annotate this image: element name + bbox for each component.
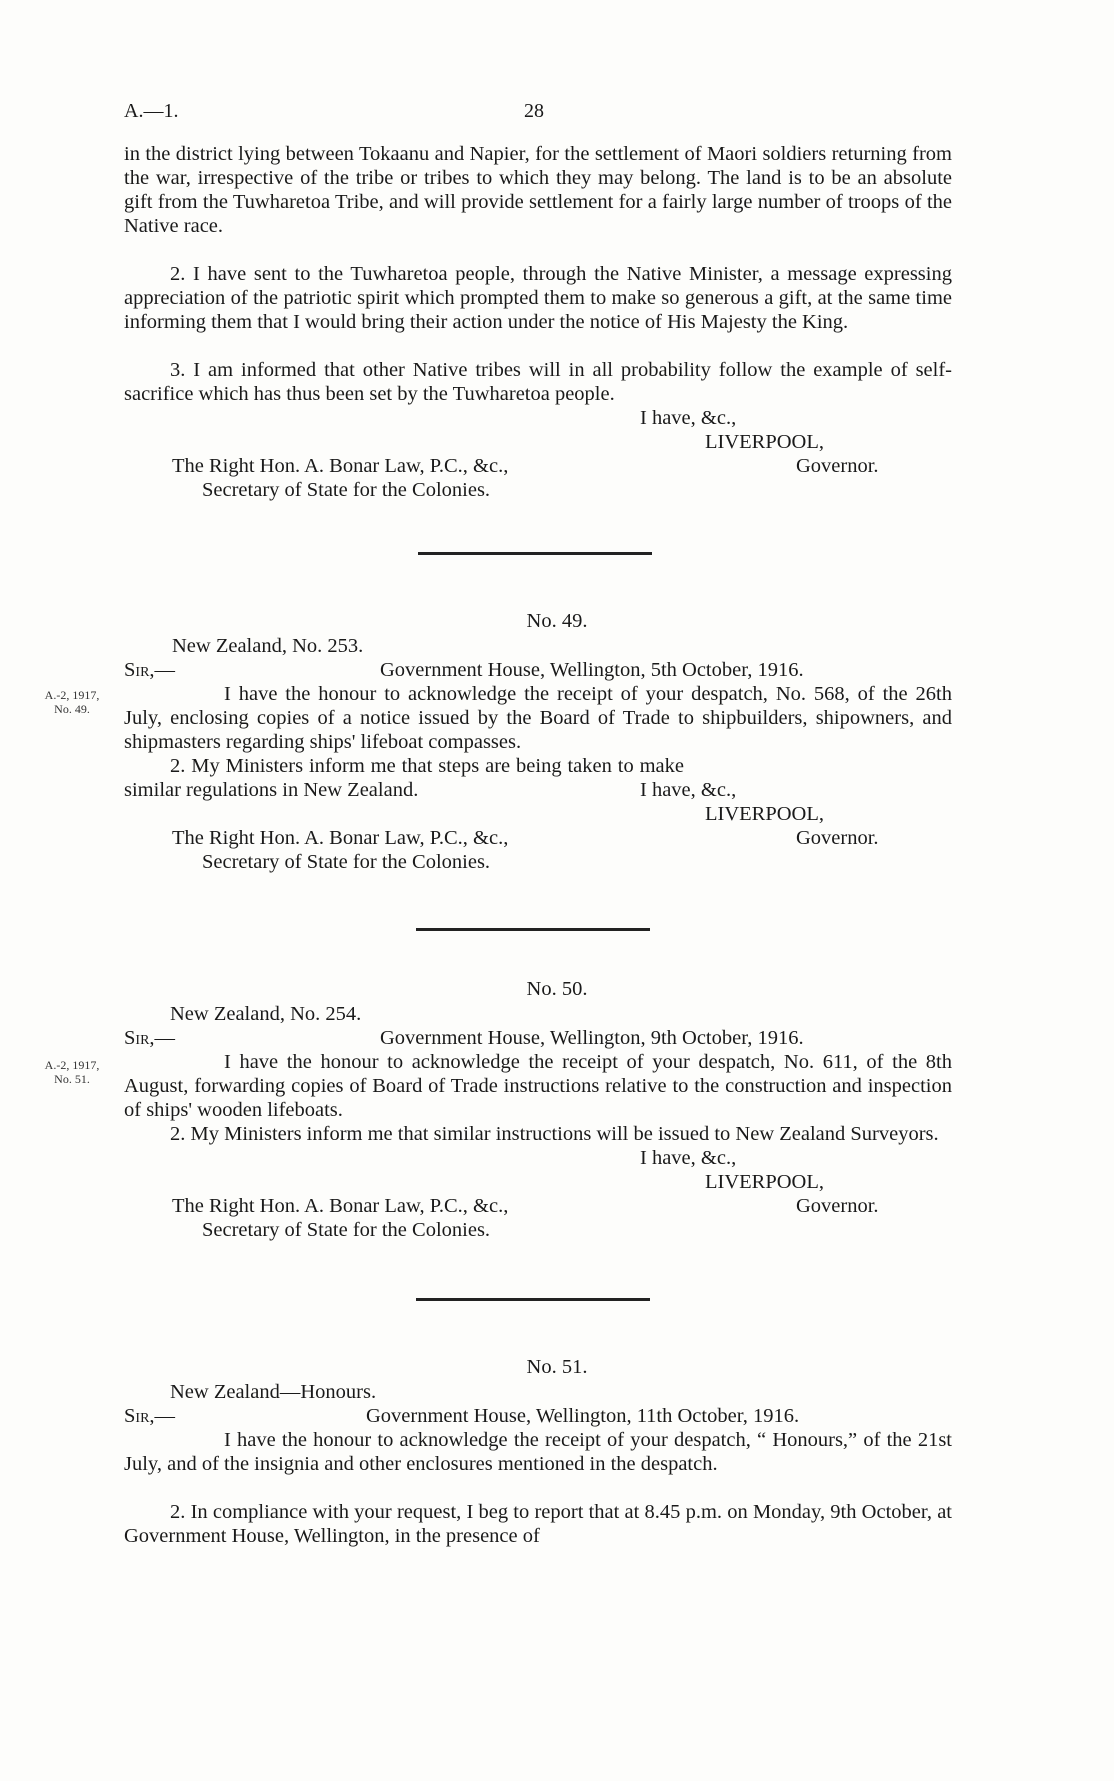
salutation: Sir,— — [124, 1027, 176, 1049]
addressee-line-2: Secretary of State for the Colonies. — [202, 1219, 491, 1241]
continuation-paragraph-2: 2. I have sent to the Tuwharetoa people, through the Native Minister, a message expressing appreciation of the patriotic spirit which prompted them to make so generous a gift, at the same time informing them that I would bring their action under the notice of His Majesty the King. — [124, 263, 952, 333]
letter-reference: New Zealand, No. 253. — [172, 635, 364, 657]
addressee-line-2: Secretary of State for the Colonies. — [202, 479, 491, 501]
letter-reference: New Zealand—Honours. — [170, 1381, 377, 1403]
continuation-paragraph-3: 3. I am informed that other Native tribes will in all probability follow the example of self-sacrifice which has thus been set by the Tuwharetoa people. — [124, 359, 952, 405]
signer-title: Governor. — [796, 1195, 879, 1217]
closing: I have, &c., — [640, 779, 737, 801]
place-date: Government House, Wellington, 11th October, 1916. — [366, 1405, 800, 1427]
letter-number: No. 50. — [526, 978, 588, 1000]
section-code: A.—1. — [124, 100, 179, 122]
letter-paragraph-2: 2. In compliance with your request, I beg to report that at 8.45 p.m. on Monday, 9th October, at Government House, Wellington, in the presence of — [124, 1501, 952, 1547]
closing: I have, &c., — [640, 1147, 737, 1169]
letter-number: No. 51. — [526, 1356, 588, 1378]
page-number: 28 — [524, 100, 544, 122]
signer: LIVERPOOL, — [705, 803, 825, 825]
letter-number: No. 49. — [526, 610, 588, 632]
letter-paragraph-1: I have the honour to acknowledge the receipt of your despatch, No. 611, of the 8th August, forwarding copies of Board of Trade instructions relative to the construction and inspection of ships' wooden lifeboats. — [124, 1051, 952, 1121]
letter-paragraph-2: 2. My Ministers inform me that steps are being taken to make similar regulations in New Zealand. — [124, 755, 684, 801]
continuation-paragraph: in the district lying between Tokaanu and Napier, for the settlement of Maori soldiers returning from the war, irrespective of the tribe or tribes to which they may belong. The land is to be an absolute gift from the Tuwharetoa Tribe, and will provide settlement for a fairly large number of troops of the Native race. — [124, 143, 952, 237]
addressee-line-1: The Right Hon. A. Bonar Law, P.C., &c., — [172, 1195, 509, 1217]
closing: I have, &c., — [640, 407, 737, 429]
signer-title: Governor. — [796, 455, 879, 477]
letter-paragraph-1: I have the honour to acknowledge the receipt of your despatch, No. 568, of the 26th July, enclosing copies of a notice issued by the Board of Trade to shipbuilders, shipowners, and shipmasters regarding ships' lifeboat compasses. — [124, 683, 952, 753]
signer-title: Governor. — [796, 827, 879, 849]
letter-reference: New Zealand, No. 254. — [170, 1003, 362, 1025]
signer: LIVERPOOL, — [705, 1171, 825, 1193]
divider-rule — [416, 928, 650, 931]
place-date: Government House, Wellington, 5th October, 1916. — [380, 659, 804, 681]
divider-rule — [416, 1298, 650, 1301]
salutation: Sir,— — [124, 659, 176, 681]
letter-paragraph-1: I have the honour to acknowledge the receipt of your despatch, “ Honours,” of the 21st July, and of the insignia and other enclosures mentioned in the despatch. — [124, 1429, 952, 1475]
signer: LIVERPOOL, — [705, 431, 825, 453]
salutation: Sir,— — [124, 1405, 176, 1427]
margin-reference: A.-2, 1917, No. 51. — [44, 1058, 100, 1086]
letter-paragraph-2: 2. My Ministers inform me that similar instructions will be issued to New Zealand Surveyors. — [170, 1123, 939, 1145]
place-date: Government House, Wellington, 9th October, 1916. — [380, 1027, 804, 1049]
divider-rule — [418, 552, 652, 555]
addressee-line-1: The Right Hon. A. Bonar Law, P.C., &c., — [172, 455, 509, 477]
margin-reference: A.-2, 1917, No. 49. — [44, 688, 100, 716]
addressee-line-1: The Right Hon. A. Bonar Law, P.C., &c., — [172, 827, 509, 849]
addressee-line-2: Secretary of State for the Colonies. — [202, 851, 491, 873]
